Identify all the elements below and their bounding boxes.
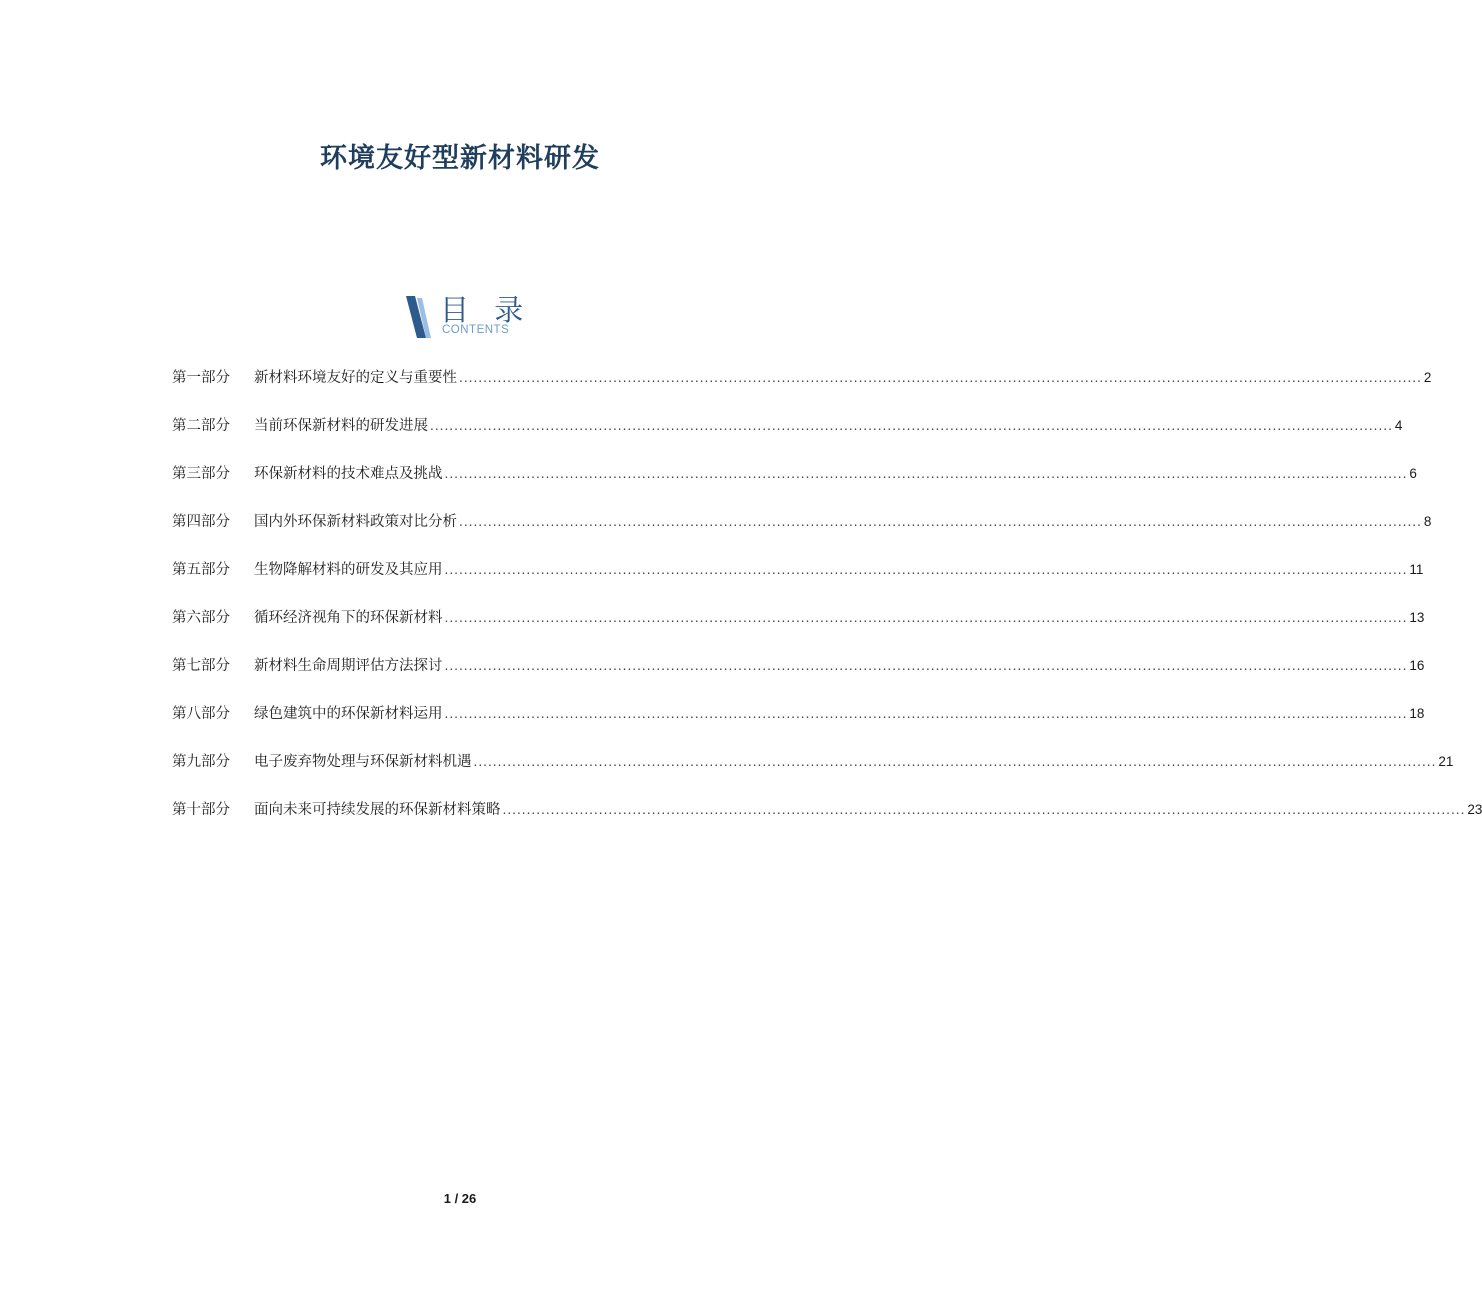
document-title: 环境友好型新材料研发 bbox=[320, 143, 600, 175]
toc-book-icon bbox=[404, 294, 434, 344]
toc-leader-dots: ........................................................................................................................................................................................................ bbox=[459, 371, 1422, 385]
toc-entry[interactable] bbox=[172, 796, 1482, 844]
toc-entry-title[interactable]: 循环经济视角下的环保新材料 bbox=[254, 610, 443, 626]
toc-entry-part: 第六部分 bbox=[172, 610, 230, 626]
toc-entry-page: 16 bbox=[1409, 658, 1425, 673]
toc-entry-title[interactable]: 环保新材料的技术难点及挑战 bbox=[254, 466, 443, 482]
toc-entry-title[interactable]: 生物降解材料的研发及其应用 bbox=[254, 562, 443, 578]
toc-entry-part: 第八部分 bbox=[172, 706, 230, 722]
toc-entry-part: 第二部分 bbox=[172, 418, 230, 434]
toc-leader-dots: ........................................................................................................................................................................................................ bbox=[502, 803, 1466, 817]
table-of-contents bbox=[172, 364, 1482, 844]
toc-entry-title[interactable]: 新材料环境友好的定义与重要性 bbox=[254, 370, 457, 386]
toc-entry-page: 2 bbox=[1423, 370, 1432, 385]
toc-entry-part: 第一部分 bbox=[172, 370, 230, 386]
toc-entry-part: 第七部分 bbox=[172, 658, 230, 674]
toc-entry[interactable] bbox=[172, 460, 1417, 508]
toc-entry-page: 4 bbox=[1394, 418, 1403, 433]
toc-entry-page: 21 bbox=[1438, 754, 1454, 769]
toc-entry-title[interactable]: 国内外环保新材料政策对比分析 bbox=[254, 514, 457, 530]
toc-header bbox=[404, 292, 544, 342]
toc-leader-dots: ........................................................................................................................................................................................................ bbox=[444, 659, 1408, 673]
toc-leader-dots: ........................................................................................................................................................................................................ bbox=[444, 707, 1408, 721]
toc-entry[interactable] bbox=[172, 556, 1424, 604]
toc-entry[interactable] bbox=[172, 412, 1403, 460]
toc-entry[interactable] bbox=[172, 700, 1425, 748]
toc-leader-dots: ........................................................................................................................................................................................................ bbox=[444, 611, 1408, 625]
toc-entry-page: 18 bbox=[1409, 706, 1425, 721]
toc-leader-dots: ........................................................................................................................................................................................................ bbox=[473, 755, 1437, 769]
toc-leader-dots: ........................................................................................................................................................................................................ bbox=[430, 419, 1393, 433]
toc-entry-page: 13 bbox=[1409, 610, 1425, 625]
toc-entry-title[interactable]: 绿色建筑中的环保新材料运用 bbox=[254, 706, 443, 722]
toc-entry-part: 第五部分 bbox=[172, 562, 230, 578]
toc-entry-part: 第三部分 bbox=[172, 466, 230, 482]
toc-entry-page: 11 bbox=[1409, 562, 1424, 577]
toc-heading-en: CONTENTS bbox=[442, 324, 510, 336]
toc-leader-dots: ........................................................................................................................................................................................................ bbox=[444, 563, 1408, 577]
toc-entry[interactable] bbox=[172, 508, 1432, 556]
toc-entry-part: 第四部分 bbox=[172, 514, 230, 530]
page-indicator: 1 / 26 bbox=[443, 1191, 477, 1206]
toc-leader-dots: ........................................................................................................................................................................................................ bbox=[444, 467, 1408, 481]
toc-entry-title[interactable]: 面向未来可持续发展的环保新材料策略 bbox=[254, 802, 501, 818]
toc-entry-page: 6 bbox=[1409, 466, 1417, 481]
toc-entry-title[interactable]: 电子废弃物处理与环保新材料机遇 bbox=[254, 754, 472, 770]
toc-entry-title[interactable]: 新材料生命周期评估方法探讨 bbox=[254, 658, 443, 674]
toc-entry-page: 23 bbox=[1467, 802, 1482, 817]
toc-entry[interactable] bbox=[172, 748, 1454, 796]
toc-entry-page: 8 bbox=[1423, 514, 1432, 529]
toc-entry[interactable] bbox=[172, 604, 1425, 652]
toc-heading: 目 录 bbox=[440, 293, 532, 327]
toc-entry-title[interactable]: 当前环保新材料的研发进展 bbox=[254, 418, 428, 434]
toc-entry[interactable] bbox=[172, 364, 1432, 412]
toc-entry-part: 第九部分 bbox=[172, 754, 230, 770]
toc-entry-part: 第十部分 bbox=[172, 802, 230, 818]
toc-entry[interactable] bbox=[172, 652, 1425, 700]
toc-leader-dots: ........................................................................................................................................................................................................ bbox=[459, 515, 1422, 529]
